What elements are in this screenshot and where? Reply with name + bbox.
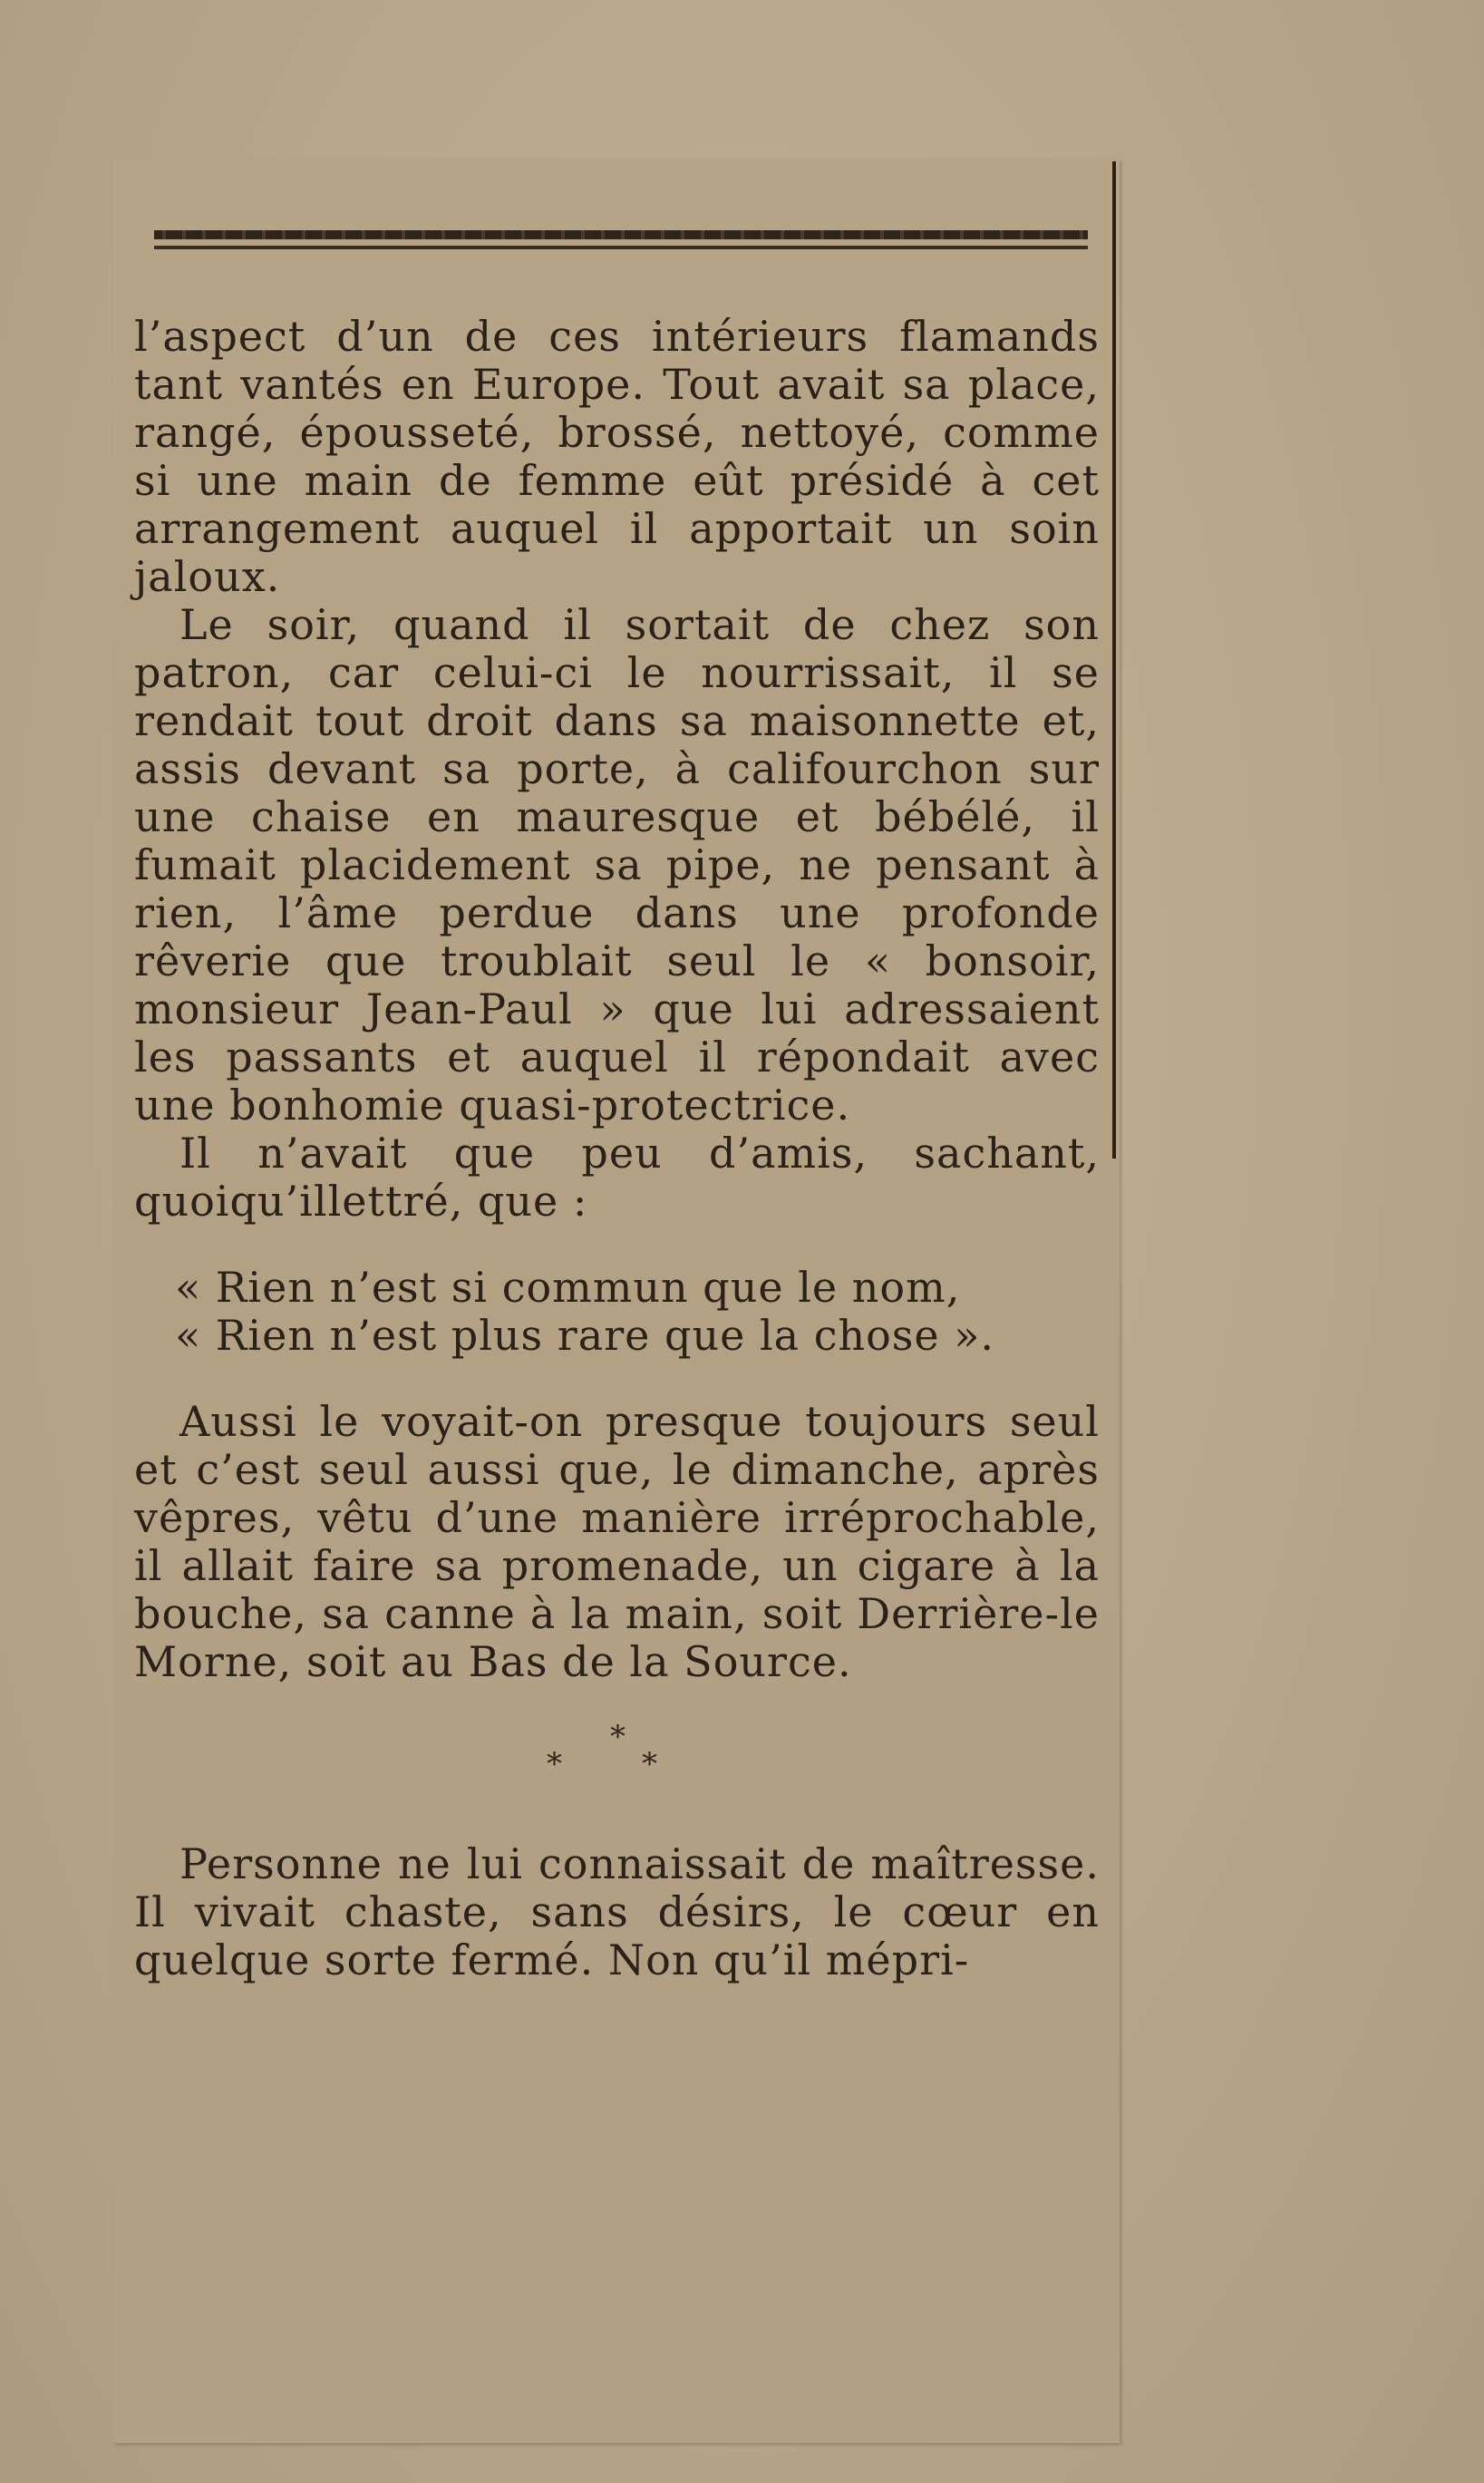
asterism-separator [134, 1713, 1100, 1822]
header-rule-thick [154, 230, 1088, 239]
paragraph-1: l’aspect d’un de ces intérieurs flamands tant vantés en Europe. Tout avait sa place, rangé, épousseté, brossé, nettoyé, comme si une main de femme eût présidé à cet arrangement auquel il apportait un soin jaloux. [134, 312, 1100, 601]
column-rule [1112, 161, 1116, 1159]
quote-line-1: « Rien n’est si commun que le nom, [175, 1263, 961, 1312]
quote-block [134, 1264, 1100, 1360]
paragraph-4: Aussi le voyait-on presque toujours seul et c’est seul aussi que, le dimanche, après vêpres, vêtu d’une manière irréprochable, il allait faire sa promenade, un cigare à la bouche, sa canne à la main, soit Derrière-le Morne, soit au Bas de la Source. [134, 1397, 1100, 1686]
asterism-star: * [547, 1746, 563, 1782]
asterism-star: * [642, 1746, 658, 1782]
quote-line-2: « Rien n’est plus rare que la chose ». [175, 1311, 995, 1360]
paragraph-5: Personne ne lui connaissait de maîtresse. Il vivait chaste, sans désirs, le cœur en quelque sorte fermé. Non qu’il mépri- [134, 1839, 1100, 1984]
paragraph-2: Le soir, quand il sortait de chez son patron, car celui-ci le nourrissait, il se rendait tout droit dans sa maisonnette et, assis devant sa porte, à califourchon sur une chaise en mauresque et bébélé, il fumait placidement sa pipe, ne pensant à rien, l’âme perdue dans une profonde rêverie que troublait seul le « bonsoir, monsieur Jean-Paul » que lui adressaient les passants et auquel il répondait avec une bonhomie quasi-protectrice. [134, 600, 1100, 1130]
text-column [134, 313, 1100, 1984]
header-rule-thin [154, 246, 1088, 249]
asterism-star: * [610, 1719, 626, 1755]
paragraph-3: Il n’avait que peu d’amis, sachant, quoiqu’illettré, que : [134, 1129, 1100, 1226]
